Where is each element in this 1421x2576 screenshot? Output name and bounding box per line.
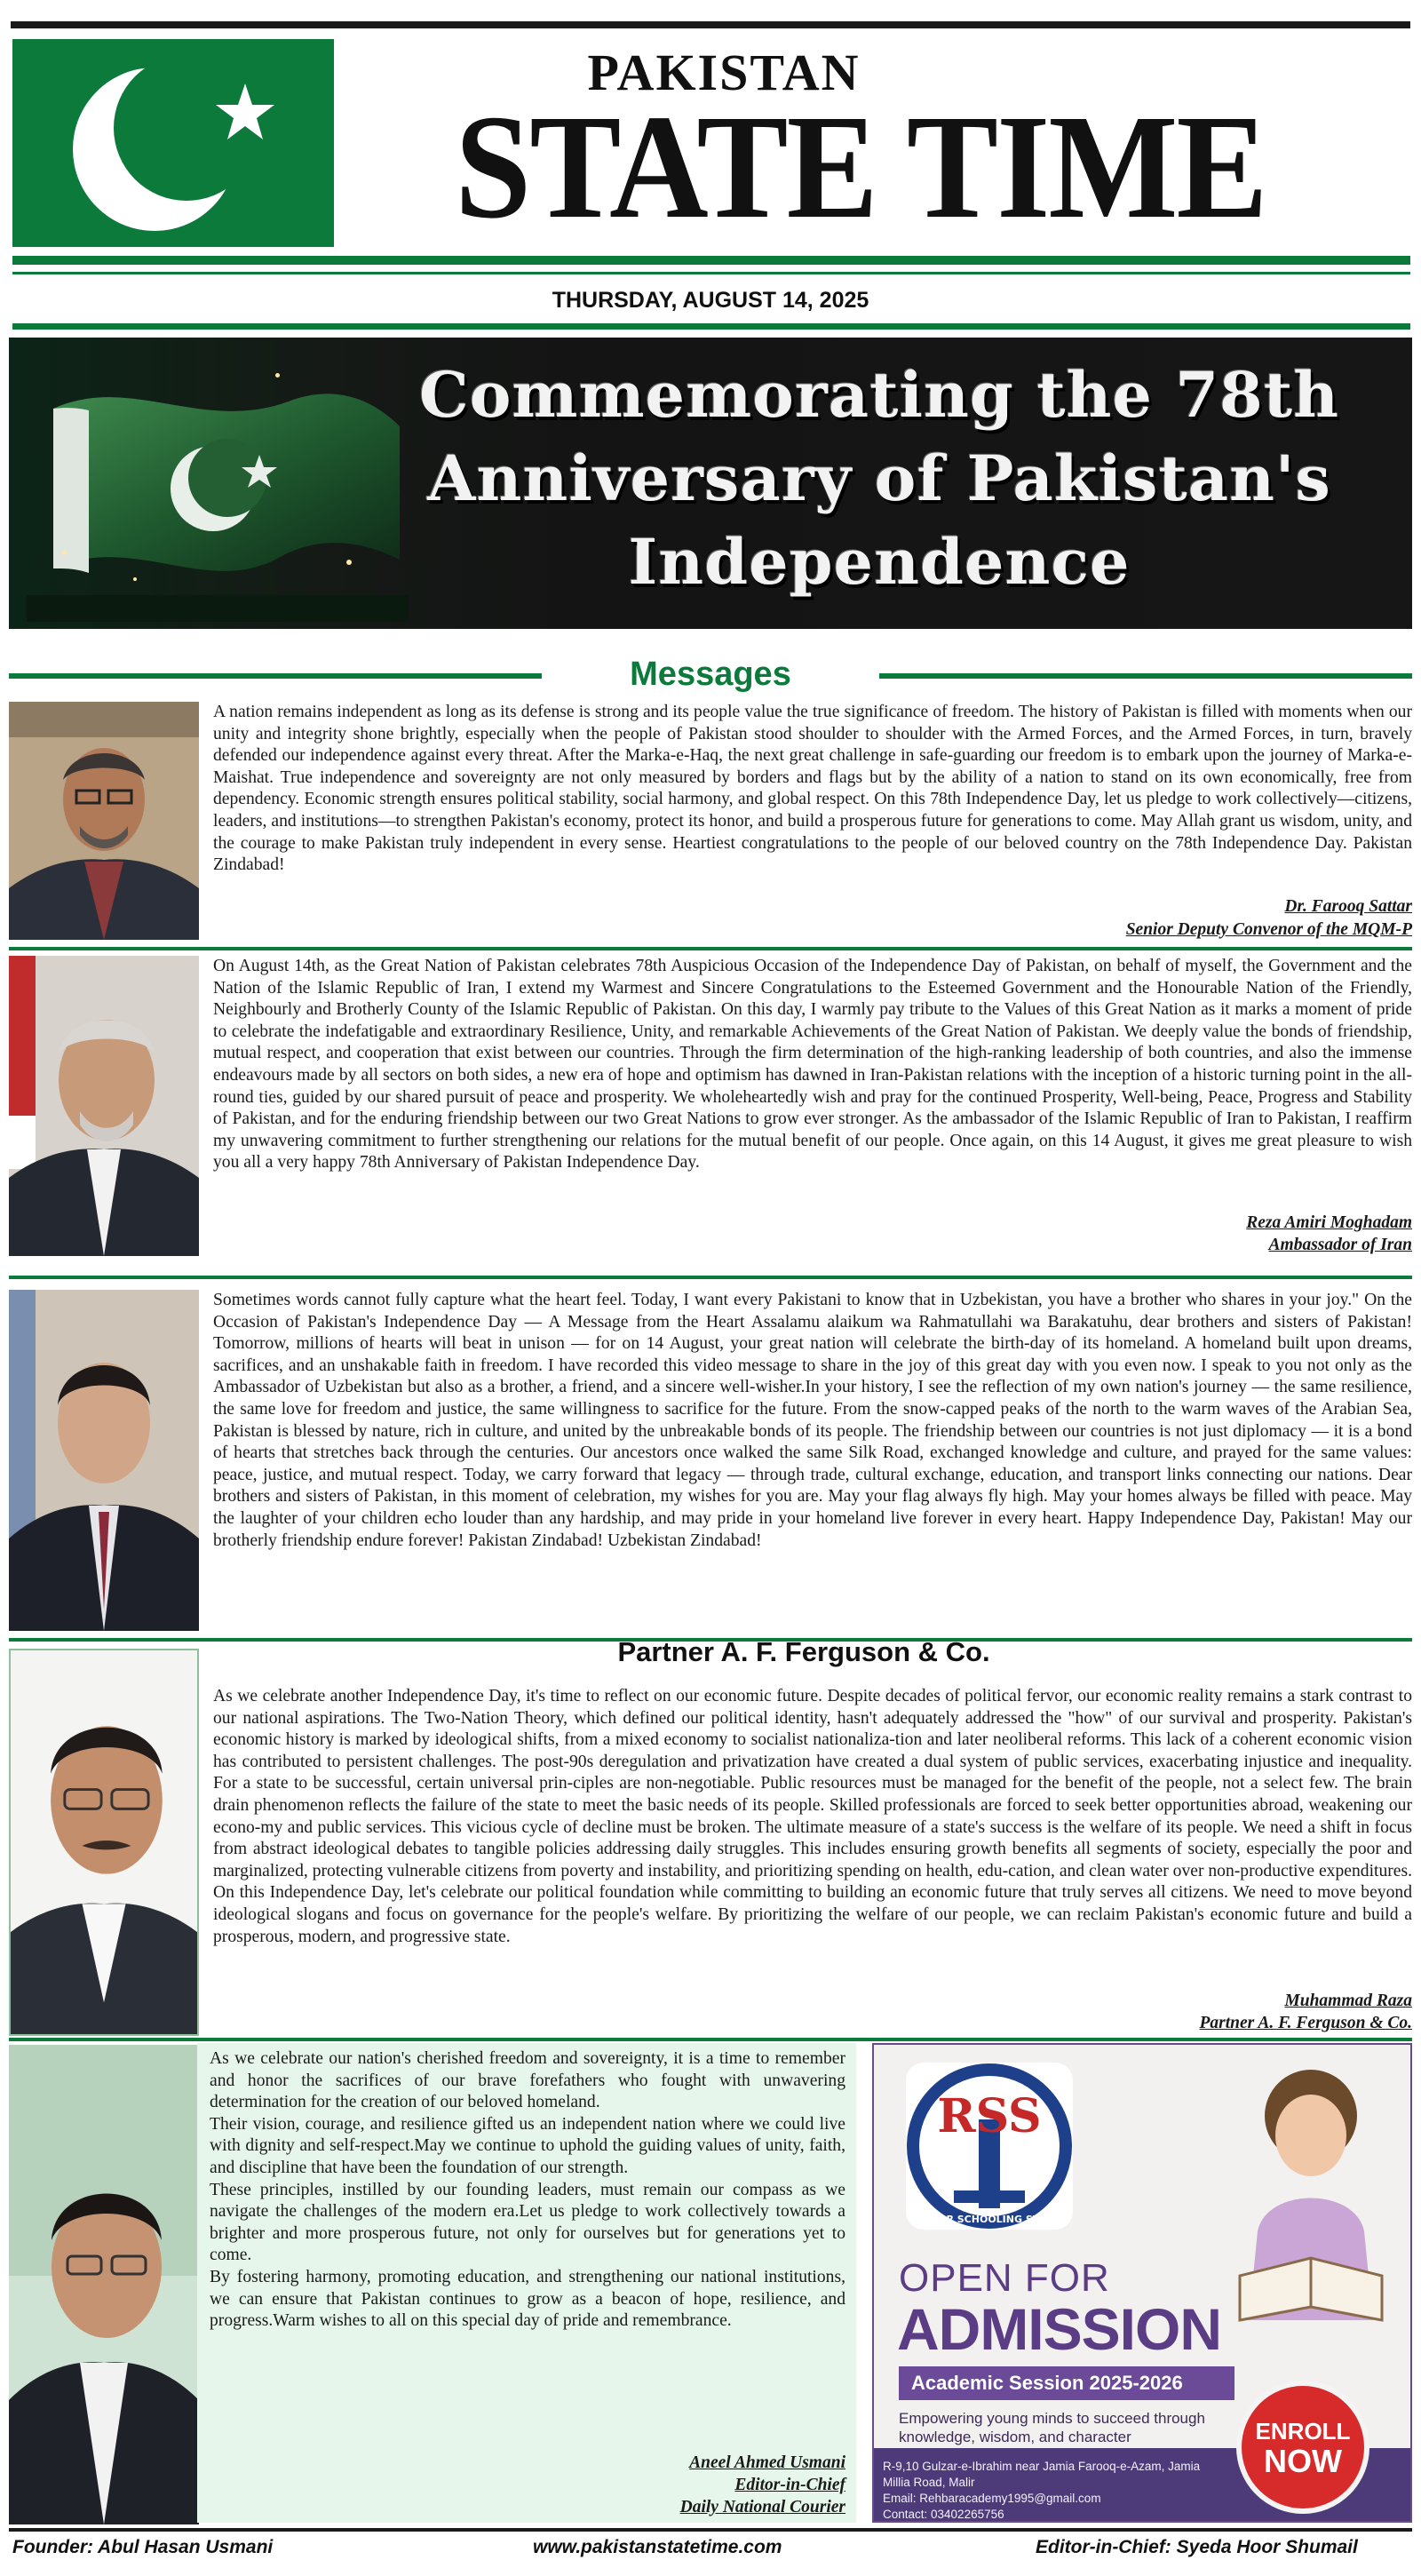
economic-article-title: Partner A. F. Ferguson & Co. (617, 1636, 990, 1667)
sparkle (62, 551, 67, 555)
editorial-paragraph: By fostering harmony, promoting education, and strengthening our national institutions, we can ensure that Pakistan continues to grow as a beacon of hope, resilience, and progress.Warm wishes to all on this special day of pride and remembrance. (210, 2267, 845, 2331)
ad-contact: Contact: 03402265756 (883, 2508, 1004, 2521)
ad-open-for: OPEN FOR (899, 2256, 1110, 2300)
ad-tagline: Empowering young minds to succeed through knowledge, wisdom, and character (899, 2410, 1205, 2445)
enroll-now-badge[interactable] (1236, 2381, 1369, 2514)
editorial-text (210, 2048, 845, 2333)
sparkle (275, 373, 280, 378)
separator (9, 1276, 1412, 1279)
pakistan-flag-logo (12, 39, 334, 247)
section-title: Messages (630, 656, 791, 693)
independence-banner (9, 338, 1412, 629)
message-farooq-sattar (9, 702, 1412, 942)
editor-portrait-photo (9, 2045, 199, 2524)
editorial-signature (533, 2452, 845, 2518)
separator (9, 2038, 1412, 2041)
banner-line-2: Anniversary of Pakistan's (427, 441, 1331, 515)
ad-address-line: R-9,10 Gulzar-e-Ibrahim near Jamia Farooq-e-Azam, Jamia (883, 2460, 1201, 2473)
message-body: Sometimes words cannot fully capture what the heart feel. Today, I want every Pakistani to know that in Uzbekistan, you have a brother who shares in your joy." On the Occasion of Pakistan's Independence Day — A Message from the Heart Assalamu alaikum wa Rahmatullahi wa Barakatuhu, dear brothers and sisters of Pakistan! Tomorrow, millions of hearts will beat in unison — for on 14 August, your great nation will celebrate the birth-day of its homeland. A homeland built upon dreams, sacrifices, and an unshakable faith in freedom. I have recorded this video message to share in the joy of this great day with you even now. I speak to you not only as the Ambassador of Uzbekistan but also as a brother, a friend, and a sincere well-wisher.In your history, I see the reflection of my own nation's journey — the same resilience, the same love for freedom and justice, the same willingness to sacrifice for the future. From the snow-capped peaks of the north to the warm waves of the Arabian Sea, Pakistan is blessed by nature, rich in culture, and united by the unbreakable bonds of its people. The friendship between our countries is not just diplomacy — it is a bond of hearts that stretches back through the centuries. Our ancestors once walked the same Silk Road, exchanged knowledge and culture, and prayed for the same values: peace, justice, and mutual respect. Today, we carry forward that legacy — through trade, cultural exchange, education, and transport links connecting our nations. Dear brothers and sisters of Pakistan, in this moment of celebration, my wishes for you are. May your flag always fly high. May your homes always be filled with peace. May the laughter of your children echo louder than any hardship, and may pride in your homeland live forever in every heart. Happy Independence Day, Pakistan! May our brotherly friendship endure forever! Pakistan Zindabad! Uzbekistan Zindabad! (213, 1291, 1412, 1550)
separator (9, 947, 1412, 950)
banner-line-1: Commemorating the 78th (419, 358, 1339, 432)
logo-ring-text: REHBAR SCHOOLING SYSTEM (909, 2214, 1070, 2225)
footer-founder: Founder: Abul Hasan Usmani (12, 2537, 274, 2557)
economic-article (9, 1649, 1412, 2036)
signature-name: Muhammad Raza (1284, 1992, 1412, 2010)
message-uzbekistan-ambassador (9, 1290, 1412, 1633)
editorial-paragraph: These principles, instilled by our founding leaders, must remain our compass as we navigate the challenges of the modern era.Let us pledge to work collectively towards a brighter and more prosperous future, not only for ourselves but for generations yet to come. (210, 2180, 845, 2265)
footer-rule (9, 2528, 1412, 2532)
banner-headline (382, 354, 1377, 604)
portrait-photo (9, 1649, 199, 2036)
ad-contact-info (883, 2459, 1220, 2523)
portrait-photo (9, 702, 199, 940)
sparkle (346, 560, 352, 565)
school-admission-ad[interactable] (872, 2043, 1412, 2523)
editorial-paragraph: Their vision, courage, and resilience gifted us an independent nation where we could live with dignity and self-respect.May we continue to uphold the guiding values of unity, faith, and discipline that have been the foundation of our strength. (210, 2114, 845, 2177)
message-body: On August 14th, as the Great Nation of Pakistan celebrates 78th Auspicious Occasion of the Independence Day of Pakistan, on behalf of myself, the Government and the Nation of the Islamic Republic of Iran, I extend my Warmest and Sincere Congratulations to the Esteemed Government and the Honourable Nation of the Friendly, Neighbourly and Brotherly County of the Islamic Republic of Pakistan. On this day, I warmly pay tribute to the Values of this Great Nation as it marks a moment of pride to celebrate the indefatigable and extraordinary Resilience, Unity, and remarkable Achievements of the Great Nation of Pakistan. We deeply value the bonds of friendship, mutual respect, and cooperation that exist between our countries. Through the firm determination of the high-ranking leadership of both countries, and also the immense endeavours made by all sectors on both sides, a new era of hope and optimism has dawned in Iran-Pakistan relations with the inception of a historic turning point in the all-round ties, guided by our shared pursuit of peace and prosperity. We wholeheartedly wish and pray for the continued Prosperity, Well-being, Peace, Progress and Stability of Pakistan, and for the enduring friendship between our two Great Nations to grow ever stronger. As the ambassador of the Islamic Republic of Iran to Pakistan, I reaffirm my unwavering commitment to further strengthening our relations for the mutual benefit of our people. Once again, on this 14 August, it gives me great pleasure to wish you all a very happy 78th Anniversary of Pakistan Independence Day. (213, 957, 1412, 1173)
issue-date: THURSDAY, AUGUST 14, 2025 (552, 288, 869, 313)
editorial-paragraph: As we celebrate our nation's cherished freedom and sovereignty, it is a time to remember and honor the sacrifices of our brave forefathers who fought with unwavering determination for the creation of our beloved homeland. (210, 2049, 845, 2112)
footer-editor: Editor-in-Chief: Syeda Hoor Shumail (1036, 2537, 1358, 2557)
signature-name: Dr. Farooq Sattar (1284, 897, 1412, 916)
ad-email: Email: Rehbaracademy1995@gmail.com (883, 2492, 1101, 2505)
top-rule (11, 21, 1410, 28)
reading-girl-image (1204, 2054, 1409, 2373)
masthead-title: STATE TIME (455, 84, 1266, 250)
signature-name: Reza Amiri Moghadam (1246, 1213, 1412, 1232)
rss-logo (901, 2057, 1078, 2235)
green-rule (12, 323, 1410, 330)
ad-session-label: Academic Session 2025-2026 (899, 2366, 1234, 2400)
masthead-small-title: PAKISTAN (587, 44, 861, 101)
portrait-photo (9, 956, 199, 1256)
now-text: NOW (1264, 2443, 1342, 2479)
green-rule (12, 256, 1410, 265)
economic-article-body: As we celebrate another Independence Day, it's time to reflect on our economic future. Despite decades of political fervor, our economic reality remains a stark contrast to our national aspirations. The Two-Nation Theory, which defined our political identity, hasn't adequately addressed the "how" of our survival and prosperity. Pakistan's economic history is marked by ideological shifts, from a mixed economy to socialist nationaliza-tion and later neoliberal reforms. This lack of a coherent economic vision has contributed to persistent challenges. The post-90s deregulation and privatization have created a dual system of public services, exacerbating injustice and inequality. For a state to be successful, certain universal prin-ciples are non-negotiable. Public resources must be managed for the benefit of the people, not a select few. The brain drain phenomenon reflects the failure of the state to meet the basic needs of its people. Skilled professionals are forced to seek better opportunities abroad, weakening our econo-my and public services. This vicious cycle of decline must be broken. The ultimate measure of a state's success is the welfare of its people. We need a shift in focus from abstract ideological debates to tangible policies addressing daily struggles. This includes ensuring growth benefits all segments of society, especially the poor and marginalized, protecting vulnerable citizens from poverty and instability, and prioritizing spending on health, edu-cation, and clean water over non-productive expenditures. On this Independence Day, let's celebrate our political foundation while committing to building an economic future that truly serves all citizens. We need to move beyond ideological slogans and focus on governance for the people's welfare. By prioritizing the welfare of our people, we can reclaim Pakistan's economic future and build a prosperous, modern, and progressive state. (213, 1687, 1412, 1946)
banner-line-3: Independence (628, 525, 1131, 599)
waving-flag-image (27, 355, 409, 622)
messages-heading (9, 656, 1412, 695)
portrait-photo (9, 1290, 199, 1631)
signature-title: Editor-in-Chief (734, 2476, 845, 2494)
signature-name: Aneel Ahmed Usmani (689, 2453, 845, 2472)
sparkle (133, 577, 137, 581)
logo-text: RSS (937, 2089, 1042, 2143)
signature-org: Daily National Courier (679, 2498, 845, 2516)
signature-title: Partner A. F. Ferguson & Co. (1199, 2014, 1412, 2032)
ad-address-line: Millia Road, Malir (883, 2476, 975, 2489)
message-body: A nation remains independent as long as its defense is strong and its people value the true significance of freedom. The history of Pakistan is filled with moments when our unity and integrity shone brightly, especially when the people of Pakistan stood shoulder to shoulder with the Armed Forces, and the Armed Forces, in turn, bravely defended our independence against every threat. After the Marka-e-Haq, the next great challenge in safe-guarding our freedom is to embark upon the journey of Marka-e-Maishat. True independence and sovereignty are not only measured by borders and flags but by the ability of a nation to stand on its own economically, free from dependency. Economic strength ensures political stability, social harmony, and global respect. On this 78th Independence Day, let us pledge to work collectively—citizens, leaders, and institutions—to strengthen Pakistan's economy, protect its honor, and build a prosperous future for generations to come. May Allah grant us wisdom, unity, and the courage to make Pakistan truly independent in every sense. Heartiest congratulations to the people of our beloved country on the 78th Independence Day. Pakistan Zindabad! (213, 703, 1412, 875)
signature-title: Senior Deputy Convenor of the MQM-P (1125, 920, 1412, 939)
enroll-text: ENROLL (1255, 2418, 1351, 2445)
ad-admission: ADMISSION (897, 2296, 1222, 2362)
message-reza-amiri-moghadam (9, 956, 1412, 1256)
footer-website[interactable]: www.pakistanstatetime.com (533, 2537, 782, 2557)
signature-title: Ambassador of Iran (1268, 1236, 1412, 1254)
green-rule-thin (12, 272, 1410, 274)
